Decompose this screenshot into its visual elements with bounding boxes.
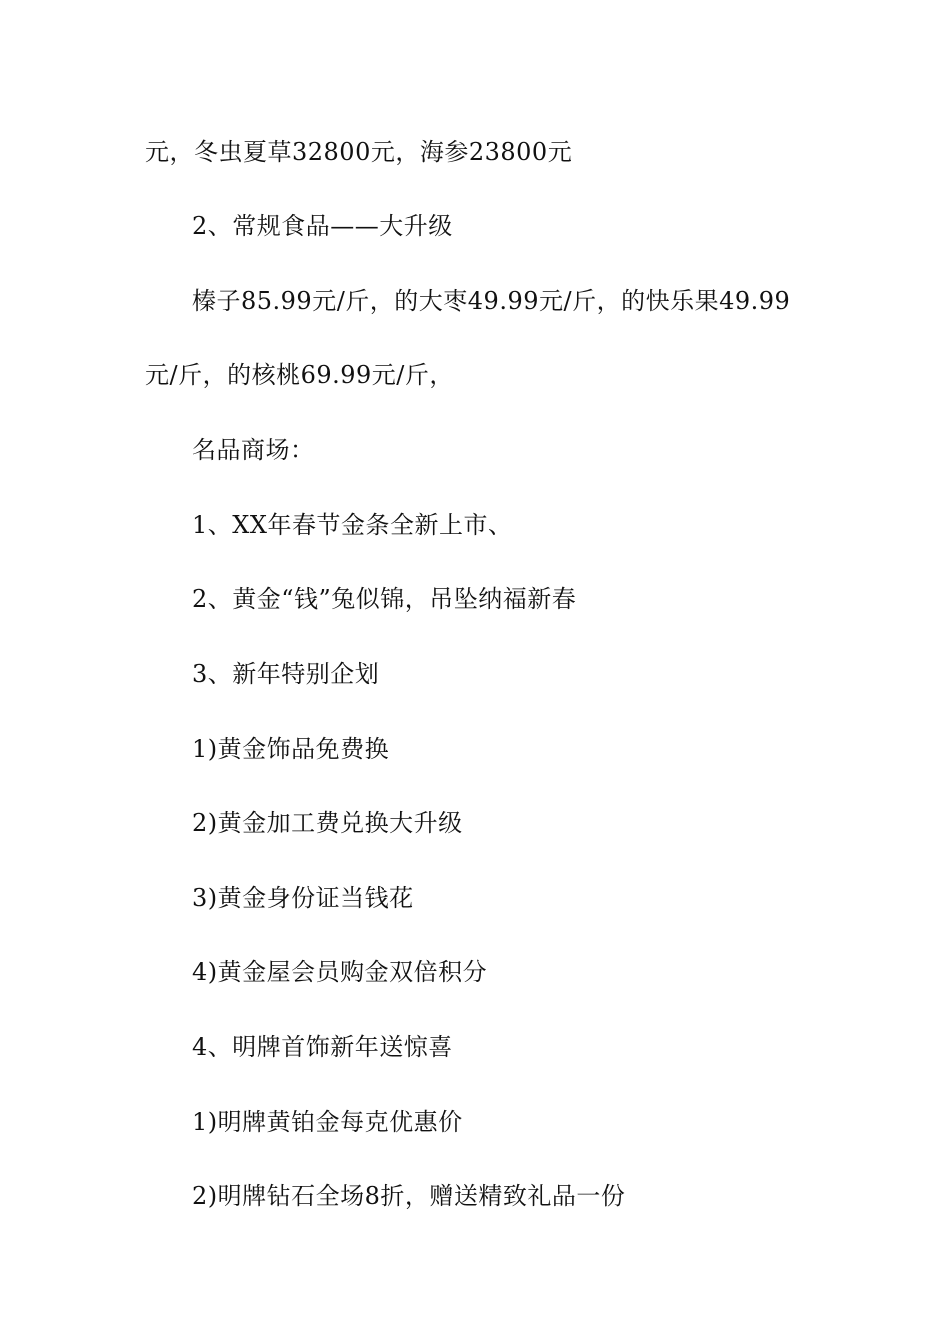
sub-item-5: 1)明牌黄铂金每克优惠价	[192, 1108, 463, 1136]
text-line-3: 榛子85.99元/斤，的大枣49.99元/斤，的快乐果49.99	[192, 287, 791, 315]
sub-item-3: 3)黄金身份证当钱花	[192, 884, 414, 912]
sub-item-6: 2)明牌钻石全场8折，赠送精致礼品一份	[192, 1182, 626, 1210]
text-line-1: 元，冬虫夏草32800元，海参23800元	[145, 138, 573, 166]
text-line-4: 元/斤，的核桃69.99元/斤，	[145, 361, 454, 389]
sub-item-2: 2)黄金加工费兑换大升级	[192, 809, 463, 837]
list-item-new-year-plan: 3、新年特别企划	[192, 660, 380, 688]
sub-item-4: 4)黄金屋会员购金双倍积分	[192, 958, 488, 986]
sub-item-1: 1)黄金饰品免费换	[192, 735, 390, 763]
section-heading-regular-food: 2、常规食品——大升级	[192, 212, 453, 240]
list-item-jewelry-surprise: 4、明牌首饰新年送惊喜	[192, 1033, 453, 1061]
section-heading-brand-mall: 名品商场：	[192, 436, 315, 464]
list-item-gold-pendant: 2、黄金“钱”兔似锦，吊坠纳福新春	[192, 585, 577, 613]
list-item-gold-bar: 1、XX年春节金条全新上市、	[192, 511, 513, 539]
